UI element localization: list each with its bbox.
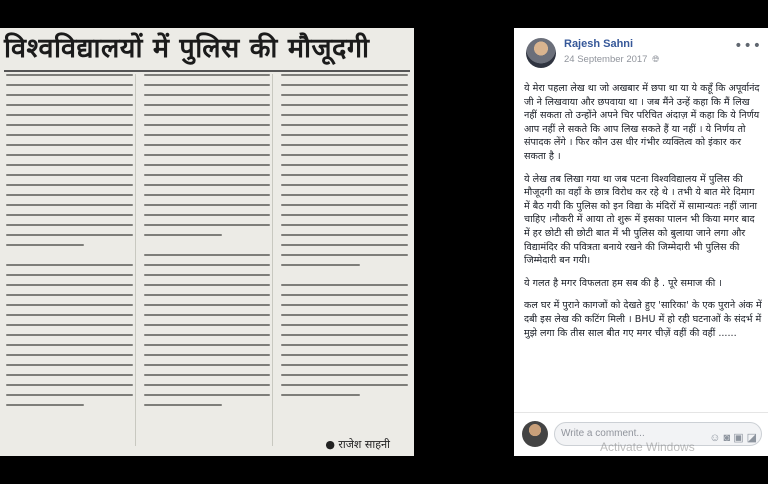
more-options-icon[interactable]: ••• — [734, 38, 762, 54]
activate-windows-watermark: Activate Windows — [600, 440, 695, 454]
post-body — [524, 82, 762, 349]
clipping-column — [279, 74, 410, 446]
post-paragraph: ये मेरा पहला लेख था जो अखबार में छपा था या ये कहूँ कि अपूर्वानंद जी ने लिखवाया और छपवाया था । जब मैंने उन्हें कहा कि मैं लिख नहीं सकता तो उन्होंने अपने चिर परिचित अंदाज़ में कहा कि ये निर्णय आप नहीं ले सकते कि आप लिख सकते हैं या नहीं । ये निर्णय तो संपादक लेंगे । फिर कौन उस धीर गंभीर व्यक्तित्व को इंकार कर सकता है । — [524, 83, 760, 162]
post-date[interactable] — [564, 54, 659, 65]
post-header — [514, 28, 768, 78]
author-avatar[interactable] — [526, 38, 556, 68]
clipping-column — [142, 74, 274, 446]
newspaper-clipping-image — [0, 28, 414, 456]
clipping-columns — [4, 74, 410, 446]
gif-icon[interactable]: ▣ — [733, 432, 744, 444]
globe-icon: 🌐︎ — [652, 54, 660, 64]
smiley-icon[interactable]: ☺ — [709, 432, 721, 444]
clipping-headline: विश्वविद्यालयों में पुलिस की मौजूदगी — [4, 30, 410, 72]
commenter-avatar — [522, 421, 548, 447]
camera-icon[interactable]: ◙ — [723, 432, 731, 444]
author-name[interactable]: Rajesh Sahni — [564, 38, 634, 50]
post-paragraph: ये गलत है मगर विफलता हम सब की है . पूरे समाज की । — [524, 277, 722, 289]
clipping-byline: ● राजेश साहनी — [325, 438, 390, 451]
post-paragraph: कल घर में पुराने कागजों को देखते हुए 'सारिका' के एक पुराने अंक में दबी इस लेख की कटिंग मिली । BHU में हो रही घटनाओं के संदर्भ में मुझे लगा कि तीस साल बीत गए मगर चीज़ें वहीं की वहीं ...... — [524, 300, 762, 339]
clipping-column — [4, 74, 136, 446]
comment-placeholder: Write a comment... — [561, 428, 645, 439]
post-paragraph: ये लेख तब लिखा गया था जब पटना विश्वविद्यालय में पुलिस की मौजूदगी का वहाँ के छात्र विरोध कर रहे थे । तभी ये बात मेरे दिमाग में बैठ गयी कि पुलिस को इन विद्या के मंदिरों में सामान्यतः नहीं जाना चाहिए ।नौकरी में आया तो शुरू में इसका पालन भी किया मगर बाद में हर छोटी सी छोटी बात में भी पुलिस को बुलाया जाने लगा और विद्यामंदिर की पवित्रता बनाये रखने की जिम्मेदारी भी पुलिस की जिम्मेदारी बन गयी। — [524, 173, 758, 267]
comment-icons — [709, 427, 757, 449]
facebook-post — [514, 28, 768, 456]
post-date-text[interactable]: 24 September 2017 — [564, 54, 648, 65]
sticker-icon[interactable]: ◪ — [746, 432, 757, 444]
